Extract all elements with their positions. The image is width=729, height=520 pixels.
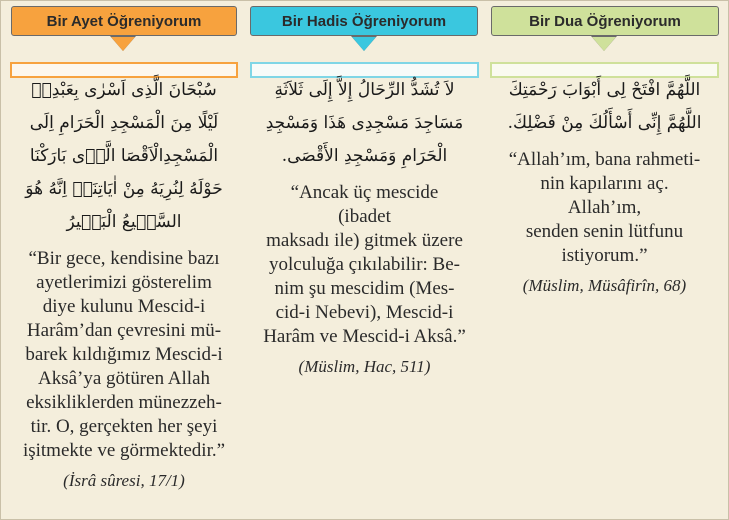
hadis-card [250, 62, 479, 376]
hadis-arrow-icon [352, 37, 376, 51]
hadis-arabic-text: لاَ تُشَدُّ الرِّحَالُ إِلاَّ إِلَى ثَلاَثَةِ مَسَاجِدَ مَسْجِدِى هَذَا وَمَسْجِدِ الْحَرَامِ وَمَسْجِدِ الأَقْصَى. [265, 80, 464, 166]
hadis-source: (Müslim, Hac, 511) [298, 357, 431, 376]
hadis-meaning: “Ancak üç mescide (ibadet maksadı ile) gitmek üzere yolculuğa çıkılabilir: Be- nim şu mescidim (Mes- cid-i Nebevi), Mescid-i Harâm ve Mescid-i Aksâ.” [263, 182, 466, 347]
hadis-header: Bir Hadis Öğreniyorum [250, 6, 478, 36]
dua-header: Bir Dua Öğreniyorum [491, 6, 719, 36]
dua-source: (Müslim, Müsâfirîn, 68) [522, 276, 687, 295]
dua-arrow-icon [592, 37, 616, 51]
ayet-arabic-text: سُبْحَانَ الَّذِى اَسْرٰى بِعَبْدِه۪ لَيْلًا مِنَ الْمَسْجِدِ الْحَرَامِ اِلَى الْمَسْجِدِالْاَقْصَا الَّذ۪ى بَارَكْنَا حَوْلَهُ لِنُرِيَهُ مِنْ اٰيَاتِنَاۜ اِنَّهُ هُوَ السَّم۪يعُ الْبَص۪يرُ [25, 80, 223, 232]
ayet-card [10, 62, 238, 490]
dua-arabic-text: اللَّهُمَّ افْتَحْ لِى أَبْوَابَ رَحْمَتِكَ اللَّهُمَّ إِنِّى أَسْأَلُكَ مِنْ فَضْلِكَ. [507, 80, 702, 133]
ayet-source: (İsrâ sûresi, 17/1) [63, 471, 185, 490]
dua-meaning: “Allah’ım, bana rahmeti- nin kapılarını aç. Allah’ım, senden senin lütfunu istiyorum.” [508, 149, 701, 266]
ayet-header: Bir Ayet Öğreniyorum [11, 6, 237, 36]
dua-card [490, 62, 719, 295]
ayet-arrow-icon [111, 37, 135, 51]
ayet-meaning: “Bir gece, kendisine bazı ayetlerimizi gösterelim diye kulunu Mescid-i Harâm’dan çevresini mü- barek kıldığımız Mescid-i Aksâ’ya götüren Allah eksikliklerden münezzeh- tir. O, gerçekten her şeyi işitmekte ve görmektedir.” [22, 248, 226, 461]
